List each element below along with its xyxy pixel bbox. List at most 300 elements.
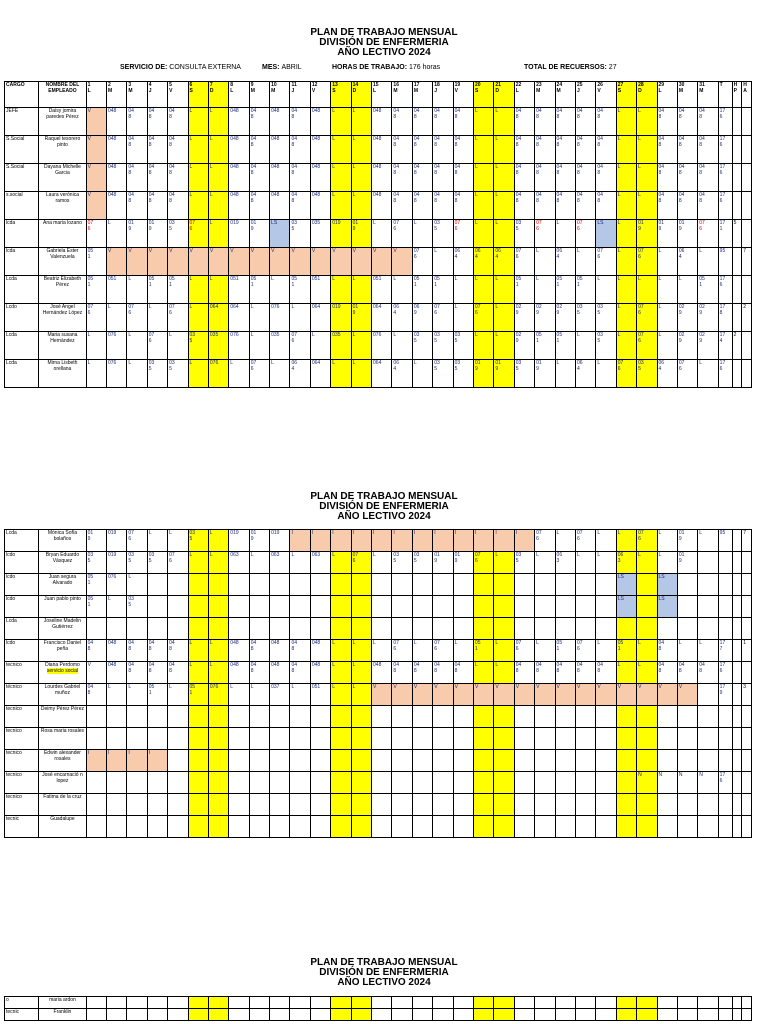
horas-info xyxy=(332,64,440,71)
shift-cell xyxy=(596,816,616,838)
shift-cell: 06 4 xyxy=(657,360,677,388)
shift-cell xyxy=(188,794,208,816)
shift-cell xyxy=(473,750,493,772)
shift-cell: 04 8 xyxy=(657,164,677,192)
shift-cell: L xyxy=(331,360,351,388)
shift-cell: I xyxy=(412,530,432,552)
shift-cell xyxy=(596,618,616,640)
schedule-table-2 xyxy=(4,529,752,838)
employee-name: Beatriz Elizabeth Pérez xyxy=(39,276,86,304)
shift-cell: I xyxy=(473,530,493,552)
employee-name: José encarnació n lopez xyxy=(39,772,86,794)
shift-cell: L xyxy=(616,530,636,552)
shift-cell: V xyxy=(535,684,555,706)
shift-cell: 07 6 xyxy=(86,220,106,248)
shift-cell: L xyxy=(147,530,167,552)
shift-cell xyxy=(392,574,412,596)
shift-cell: 04 8 xyxy=(290,136,310,164)
shift-cell xyxy=(616,750,636,772)
shift-cell xyxy=(208,596,228,618)
table-row xyxy=(5,136,752,164)
shift-cell: V xyxy=(229,248,249,276)
shift-cell: 04 8 xyxy=(127,192,147,220)
total-cell: 17 7 xyxy=(718,640,732,662)
shift-cell xyxy=(290,794,310,816)
shift-cell: LS xyxy=(657,596,677,618)
header-cargo: CARGO xyxy=(5,82,39,108)
shift-cell xyxy=(249,728,269,750)
shift-cell xyxy=(412,728,432,750)
shift-cell: L xyxy=(616,248,636,276)
shift-cell: 04 8 xyxy=(596,108,616,136)
shift-cell: L xyxy=(331,662,351,684)
table-row xyxy=(5,706,752,728)
header-day: 6 S xyxy=(188,82,208,108)
shift-cell: 03 5 xyxy=(433,220,453,248)
shift-cell: 03 5 xyxy=(147,360,167,388)
shift-cell: L xyxy=(331,276,351,304)
shift-cell xyxy=(229,728,249,750)
shift-cell: 076 xyxy=(106,574,126,596)
shift-cell xyxy=(249,596,269,618)
shift-cell xyxy=(555,596,575,618)
shift-cell: 019 xyxy=(106,530,126,552)
shift-cell xyxy=(555,794,575,816)
shift-cell: L xyxy=(249,304,269,332)
shift-cell: 03 5 xyxy=(453,360,473,388)
header-day: 7 D xyxy=(208,82,228,108)
shift-cell: 048 xyxy=(106,164,126,192)
shift-cell: L xyxy=(188,360,208,388)
shift-cell xyxy=(535,794,555,816)
shift-cell xyxy=(208,728,228,750)
shift-cell: 04 8 xyxy=(147,192,167,220)
shift-cell: L xyxy=(351,136,371,164)
shift-cell: L xyxy=(106,684,126,706)
shift-cell xyxy=(575,706,595,728)
shift-cell: 048 xyxy=(310,640,330,662)
shift-cell xyxy=(657,706,677,728)
shift-cell xyxy=(188,706,208,728)
shift-cell: V xyxy=(372,248,392,276)
shift-cell: L xyxy=(168,530,188,552)
hp-cell xyxy=(732,684,742,706)
shift-cell: L xyxy=(188,304,208,332)
shift-cell xyxy=(514,728,534,750)
shift-cell: L xyxy=(229,360,249,388)
shift-cell: L xyxy=(616,662,636,684)
table-row xyxy=(5,750,752,772)
header-ha: H A xyxy=(742,82,752,108)
ha-cell xyxy=(742,574,752,596)
shift-cell xyxy=(290,997,310,1009)
shift-cell xyxy=(535,706,555,728)
shift-cell xyxy=(575,1009,595,1021)
cargo-cell: tecnico xyxy=(5,706,39,728)
shift-cell xyxy=(453,750,473,772)
shift-cell xyxy=(249,816,269,838)
shift-cell: V xyxy=(331,248,351,276)
shift-cell: V xyxy=(657,684,677,706)
shift-cell: V xyxy=(575,684,595,706)
ha-cell: 1 xyxy=(742,640,752,662)
shift-cell xyxy=(555,728,575,750)
shift-cell: 04 8 xyxy=(575,108,595,136)
shift-cell xyxy=(310,618,330,640)
shift-cell: L xyxy=(494,304,514,332)
shift-cell xyxy=(657,997,677,1009)
shift-cell xyxy=(168,728,188,750)
total-cell: 17 6 xyxy=(718,136,732,164)
shift-cell: L xyxy=(351,332,371,360)
shift-cell: 04 8 xyxy=(535,192,555,220)
shift-cell: 04 8 xyxy=(677,662,697,684)
shift-cell xyxy=(677,997,697,1009)
shift-cell: L xyxy=(372,640,392,662)
shift-cell xyxy=(575,574,595,596)
shift-cell xyxy=(392,816,412,838)
shift-cell xyxy=(575,728,595,750)
shift-cell: 048 xyxy=(310,136,330,164)
shift-cell: L xyxy=(351,640,371,662)
shift-cell: L xyxy=(473,136,493,164)
schedule-table-1 xyxy=(4,81,752,388)
shift-cell xyxy=(412,750,432,772)
shift-cell: 03 5 xyxy=(86,552,106,574)
shift-cell: 04 8 xyxy=(575,662,595,684)
shift-cell xyxy=(392,1009,412,1021)
shift-cell: I xyxy=(433,530,453,552)
hp-cell xyxy=(732,552,742,574)
shift-cell: 01 9 xyxy=(637,220,657,248)
shift-cell xyxy=(535,997,555,1009)
shift-cell xyxy=(637,997,657,1009)
shift-cell: 07 6 xyxy=(86,304,106,332)
shift-cell xyxy=(127,772,147,794)
hp-cell xyxy=(732,662,742,684)
shift-cell xyxy=(453,728,473,750)
shift-cell xyxy=(535,618,555,640)
header-day: 23 M xyxy=(535,82,555,108)
title-line: PLAN DE TRABAJO MENSUAL xyxy=(310,491,458,502)
shift-cell xyxy=(351,997,371,1009)
title-line: PLAN DE TRABAJO MENSUAL xyxy=(310,27,458,38)
shift-cell: 04 8 xyxy=(555,192,575,220)
shift-cell: 05 1 xyxy=(86,596,106,618)
shift-cell xyxy=(208,997,228,1009)
shift-cell xyxy=(290,728,310,750)
cargo-cell: Lcda xyxy=(5,276,39,304)
shift-cell: 03 5 xyxy=(392,552,412,574)
shift-cell: 04 8 xyxy=(168,192,188,220)
shift-cell: I xyxy=(147,750,167,772)
shift-cell: 048 xyxy=(270,640,290,662)
shift-cell xyxy=(147,794,167,816)
shift-cell: L xyxy=(147,304,167,332)
shift-cell: 05 1 xyxy=(86,574,106,596)
shift-cell: 07 6 xyxy=(168,552,188,574)
shift-cell: L xyxy=(208,640,228,662)
ha-cell xyxy=(742,728,752,750)
shift-cell: L xyxy=(596,640,616,662)
shift-cell: 076 xyxy=(372,332,392,360)
hp-cell xyxy=(732,276,742,304)
shift-cell: I xyxy=(514,530,534,552)
shift-cell xyxy=(229,596,249,618)
shift-cell: 07 6 xyxy=(575,530,595,552)
total-cell xyxy=(718,728,732,750)
shift-cell xyxy=(229,706,249,728)
shift-cell xyxy=(514,750,534,772)
shift-cell xyxy=(310,997,330,1009)
shift-cell: L xyxy=(188,136,208,164)
shift-cell xyxy=(535,728,555,750)
shift-cell xyxy=(86,816,106,838)
total-cell: 17 6 xyxy=(718,772,732,794)
shift-cell: 048 xyxy=(310,662,330,684)
table-row xyxy=(5,360,752,388)
employee-name: Diana Perdomo servicio social xyxy=(39,662,86,684)
cargo-cell: lcda xyxy=(5,220,39,248)
shift-cell xyxy=(351,574,371,596)
shift-cell: L xyxy=(473,332,493,360)
shift-cell: 04 8 xyxy=(596,662,616,684)
employee-name: Lourdes Gabriel muñoz xyxy=(39,684,86,706)
shift-cell: L xyxy=(188,662,208,684)
shift-cell: 04 8 xyxy=(147,108,167,136)
shift-cell: 048 xyxy=(229,136,249,164)
servicio-label: SERVICIO DE: xyxy=(120,64,168,71)
shift-cell: L xyxy=(453,304,473,332)
shift-cell xyxy=(188,816,208,838)
total-cell xyxy=(718,816,732,838)
total-cell xyxy=(718,1009,732,1021)
shift-cell: 01 9 xyxy=(657,220,677,248)
shift-cell xyxy=(677,618,697,640)
title-line: DIVISIÓN DE ENFERMERIA xyxy=(319,967,449,978)
shift-cell: 07 6 xyxy=(412,248,432,276)
shift-cell: V xyxy=(514,684,534,706)
shift-cell: L xyxy=(473,662,493,684)
shift-cell: 03 5 xyxy=(596,332,616,360)
shift-cell: 048 xyxy=(310,164,330,192)
shift-cell xyxy=(372,574,392,596)
total-cell xyxy=(718,750,732,772)
shift-cell xyxy=(331,816,351,838)
header-day: 20 S xyxy=(473,82,493,108)
shift-cell: 064 xyxy=(229,304,249,332)
page-title-3 xyxy=(0,958,768,988)
shift-cell xyxy=(412,1009,432,1021)
servicio-value: CONSULTA EXTERNA xyxy=(169,64,241,71)
shift-cell xyxy=(555,750,575,772)
shift-cell xyxy=(698,706,718,728)
shift-cell: L xyxy=(372,552,392,574)
shift-cell xyxy=(596,794,616,816)
cargo-cell: tecnico xyxy=(5,794,39,816)
shift-cell xyxy=(290,618,310,640)
shift-cell xyxy=(86,1009,106,1021)
shift-cell xyxy=(310,794,330,816)
shift-cell: 076 xyxy=(106,360,126,388)
shift-cell xyxy=(331,618,351,640)
shift-cell xyxy=(616,618,636,640)
shift-cell xyxy=(168,750,188,772)
shift-cell xyxy=(270,772,290,794)
ha-cell xyxy=(742,332,752,360)
table-row xyxy=(5,728,752,750)
shift-cell: 04 8 xyxy=(168,662,188,684)
header-total: T xyxy=(718,82,732,108)
shift-cell: L xyxy=(555,530,575,552)
shift-cell: L xyxy=(331,684,351,706)
shift-cell: 01 9 xyxy=(127,220,147,248)
shift-cell xyxy=(249,794,269,816)
shift-cell: 02 9 xyxy=(677,304,697,332)
shift-cell xyxy=(494,728,514,750)
shift-cell xyxy=(555,574,575,596)
table-row xyxy=(5,530,752,552)
shift-cell: V xyxy=(86,662,106,684)
shift-cell: L xyxy=(473,220,493,248)
shift-cell: 04 8 xyxy=(575,192,595,220)
shift-cell: L xyxy=(249,684,269,706)
shift-cell: L xyxy=(188,640,208,662)
shift-cell: V xyxy=(86,164,106,192)
total-value: 27 xyxy=(608,64,617,71)
hp-cell xyxy=(732,728,742,750)
shift-cell: 04 8 xyxy=(127,662,147,684)
title-line: DIVISIÓN DE ENFERMERIA xyxy=(319,501,449,512)
cargo-cell: Lcda xyxy=(5,360,39,388)
shift-cell: L xyxy=(637,136,657,164)
shift-cell xyxy=(494,997,514,1009)
shift-cell xyxy=(168,997,188,1009)
shift-cell: 07 6 xyxy=(188,220,208,248)
shift-cell xyxy=(677,574,697,596)
shift-cell xyxy=(494,1009,514,1021)
shift-cell: I xyxy=(290,530,310,552)
shift-cell: I xyxy=(127,750,147,772)
shift-cell: N xyxy=(677,772,697,794)
total-cell: 17 8 xyxy=(718,304,732,332)
employee-name: Rosa maria rosales xyxy=(39,728,86,750)
shift-cell: 06 4 xyxy=(575,360,595,388)
shift-cell: 019 xyxy=(229,530,249,552)
table-row xyxy=(5,332,752,360)
cargo-cell: Lcda xyxy=(5,332,39,360)
shift-cell: L xyxy=(188,552,208,574)
shift-cell xyxy=(473,728,493,750)
shift-cell: 05 1 xyxy=(616,640,636,662)
title-line: AÑO LECTIVO 2024 xyxy=(337,511,431,522)
shift-cell: L xyxy=(208,552,228,574)
shift-cell: L xyxy=(637,662,657,684)
shift-cell xyxy=(494,574,514,596)
shift-cell xyxy=(575,794,595,816)
shift-cell xyxy=(535,1009,555,1021)
shift-cell: 07 6 xyxy=(168,304,188,332)
shift-cell: 04 8 xyxy=(535,164,555,192)
shift-cell: 048 xyxy=(106,662,126,684)
shift-cell: 076 xyxy=(208,360,228,388)
shift-cell: 03 5 xyxy=(412,552,432,574)
cargo-cell: tecnico xyxy=(5,750,39,772)
cargo-cell: tecnico xyxy=(5,728,39,750)
hp-cell xyxy=(732,640,742,662)
shift-cell xyxy=(106,706,126,728)
shift-cell: 064 xyxy=(208,304,228,332)
shift-cell: 02 9 xyxy=(535,304,555,332)
shift-cell: 04 8 xyxy=(575,136,595,164)
shift-cell: 04 8 xyxy=(433,662,453,684)
shift-cell: L xyxy=(331,640,351,662)
shift-cell: L xyxy=(351,662,371,684)
shift-cell: LS xyxy=(616,596,636,618)
shift-cell xyxy=(392,794,412,816)
shift-cell: 03 5 xyxy=(575,304,595,332)
table-row xyxy=(5,662,752,684)
shift-cell: L xyxy=(331,136,351,164)
shift-cell: 04 8 xyxy=(392,662,412,684)
shift-cell: 04 8 xyxy=(249,136,269,164)
shift-cell xyxy=(473,596,493,618)
employee-name: Raquel tesorero pinto xyxy=(39,136,86,164)
shift-cell xyxy=(351,794,371,816)
shift-cell: L xyxy=(677,276,697,304)
header-day: 8 L xyxy=(229,82,249,108)
shift-cell: L xyxy=(412,360,432,388)
shift-cell xyxy=(147,728,167,750)
employee-name: Juan pablo pinto xyxy=(39,596,86,618)
shift-cell: 07 6 xyxy=(535,220,555,248)
shift-cell xyxy=(249,706,269,728)
shift-cell xyxy=(229,574,249,596)
shift-cell xyxy=(596,596,616,618)
shift-cell xyxy=(249,772,269,794)
shift-cell: L xyxy=(249,552,269,574)
shift-cell: 04 8 xyxy=(514,108,534,136)
shift-cell: L xyxy=(535,552,555,574)
ha-cell xyxy=(742,618,752,640)
shift-cell: 051 xyxy=(310,684,330,706)
shift-cell: 048 xyxy=(106,640,126,662)
shift-cell xyxy=(290,1009,310,1021)
shift-cell xyxy=(677,728,697,750)
shift-cell: 04 8 xyxy=(555,662,575,684)
shift-cell: 048 xyxy=(229,662,249,684)
shift-cell xyxy=(514,997,534,1009)
shift-cell: L xyxy=(310,332,330,360)
shift-cell xyxy=(637,596,657,618)
shift-cell xyxy=(555,997,575,1009)
table-row xyxy=(5,304,752,332)
shift-cell: 04 8 xyxy=(698,192,718,220)
shift-cell: 05 1 xyxy=(188,684,208,706)
cargo-cell: Lcdo xyxy=(5,304,39,332)
shift-cell: 01 9 xyxy=(433,552,453,574)
shift-cell: V xyxy=(677,684,697,706)
shift-cell: I xyxy=(453,530,473,552)
shift-cell: L xyxy=(657,552,677,574)
table-row xyxy=(5,684,752,706)
shift-cell: 02 9 xyxy=(698,332,718,360)
hp-cell xyxy=(732,816,742,838)
ha-cell xyxy=(742,706,752,728)
shift-cell: 04 8 xyxy=(433,108,453,136)
shift-cell xyxy=(351,816,371,838)
shift-cell xyxy=(372,772,392,794)
